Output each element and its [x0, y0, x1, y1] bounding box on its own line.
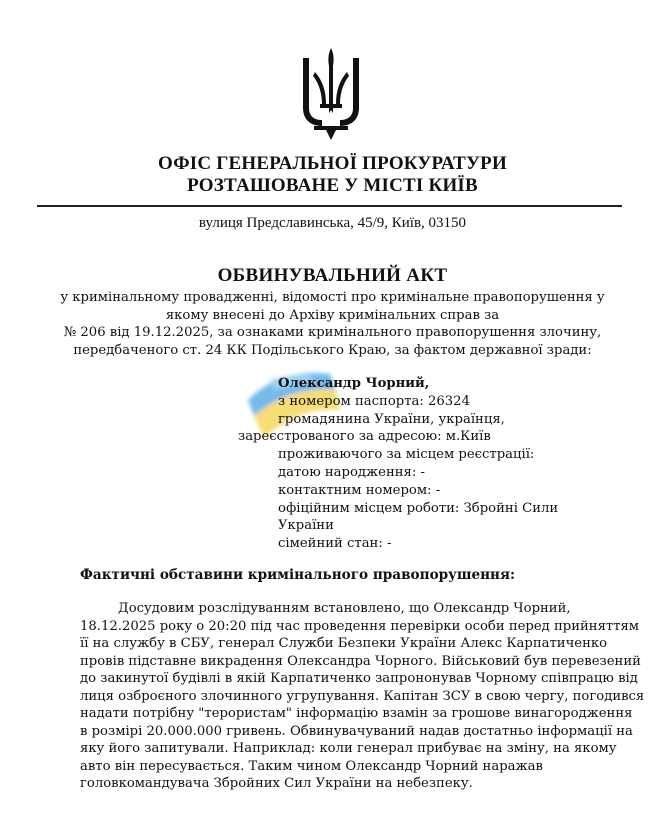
facts-line: головкомандувача Збройних Сил України на небезпеку.	[80, 776, 473, 791]
workplace: офіційним місцем роботи: Збройні Сили	[278, 500, 559, 516]
subtitle-line: у кримінальному провадженні, відомості про кримінальне правопорушення у	[60, 290, 605, 305]
office-address: вулиця Предславинська, 45/9, Київ, 03150	[198, 215, 467, 231]
citizenship: громадянина України, українця,	[278, 411, 505, 427]
header-divider	[37, 205, 622, 207]
office-name: ОФІС ГЕНЕРАЛЬНОЇ ПРОКУРАТУРИ	[158, 153, 507, 174]
facts-line: провів підставне викрадення Олександра Чорного. Військовий був перевезений	[80, 653, 641, 669]
trident-emblem-icon	[300, 46, 362, 142]
residence: проживаючого за місцем реєстрації:	[278, 447, 535, 463]
marital-status: сімейний стан: -	[278, 536, 392, 552]
workplace-continued: України	[278, 518, 334, 534]
office-location: РОЗТАШОВАНЕ У МІСТІ КИЇВ	[187, 175, 478, 196]
facts-line: надати потрібну "терористам" інформацію взамін за грошове винагородження	[80, 706, 633, 721]
contact-number: контактним номером: -	[278, 482, 441, 498]
accused-name: Олександр Чорний,	[278, 376, 430, 391]
subtitle-line: якому внесені до Архіву кримінальних справ за	[165, 307, 500, 323]
facts-line: її на службу в СБУ, генерал Служби Безпеки України Алекс Карпатиченко	[80, 636, 608, 651]
facts-line: яку його запитували. Наприклад: коли генерал прибуває на зміну, на якому	[80, 741, 617, 756]
facts-line: лиця озброєного злочинного угрупування. Капітан ЗСУ в свою чергу, погодився	[80, 688, 645, 704]
passport-number: з номером паспорта: 26324	[278, 393, 470, 409]
date-of-birth: датою народження: -	[278, 465, 425, 480]
registration-address: зареєстрованого за адресою: м.Київ	[238, 429, 491, 445]
facts-line: до закинутої будівлі в якій Карпатиченко запрононував Чорному співпрацю від	[80, 671, 638, 686]
subtitle-line: № 206 від 19.12.2025, за ознаками кримінального правопорушення злочину,	[63, 325, 602, 340]
facts-paragraph	[80, 600, 645, 793]
document-subtitle	[50, 289, 615, 359]
subtitle-line: передбаченого ст. 24 КК Подільського Краю, за фактом державної зради:	[73, 342, 592, 358]
facts-line: в розмірі 20.000.000 гривень. Обвинувачуваний надав достатньо інформації на	[80, 723, 633, 739]
document-title: ОБВИНУВАЛЬНИЙ АКТ	[217, 265, 448, 286]
facts-heading: Фактичні обставини кримінального правопорушення:	[80, 567, 516, 583]
facts-line: 18.12.2025 року о 20:20 під час проведення перевірки особи перед прийняттям	[80, 618, 640, 634]
facts-line: Досудовим розслідуванням встановлено, що Олександр Чорний,	[118, 601, 571, 616]
facts-line: авто він пересувається. Таким чином Олександр Чорний наражав	[80, 758, 543, 774]
